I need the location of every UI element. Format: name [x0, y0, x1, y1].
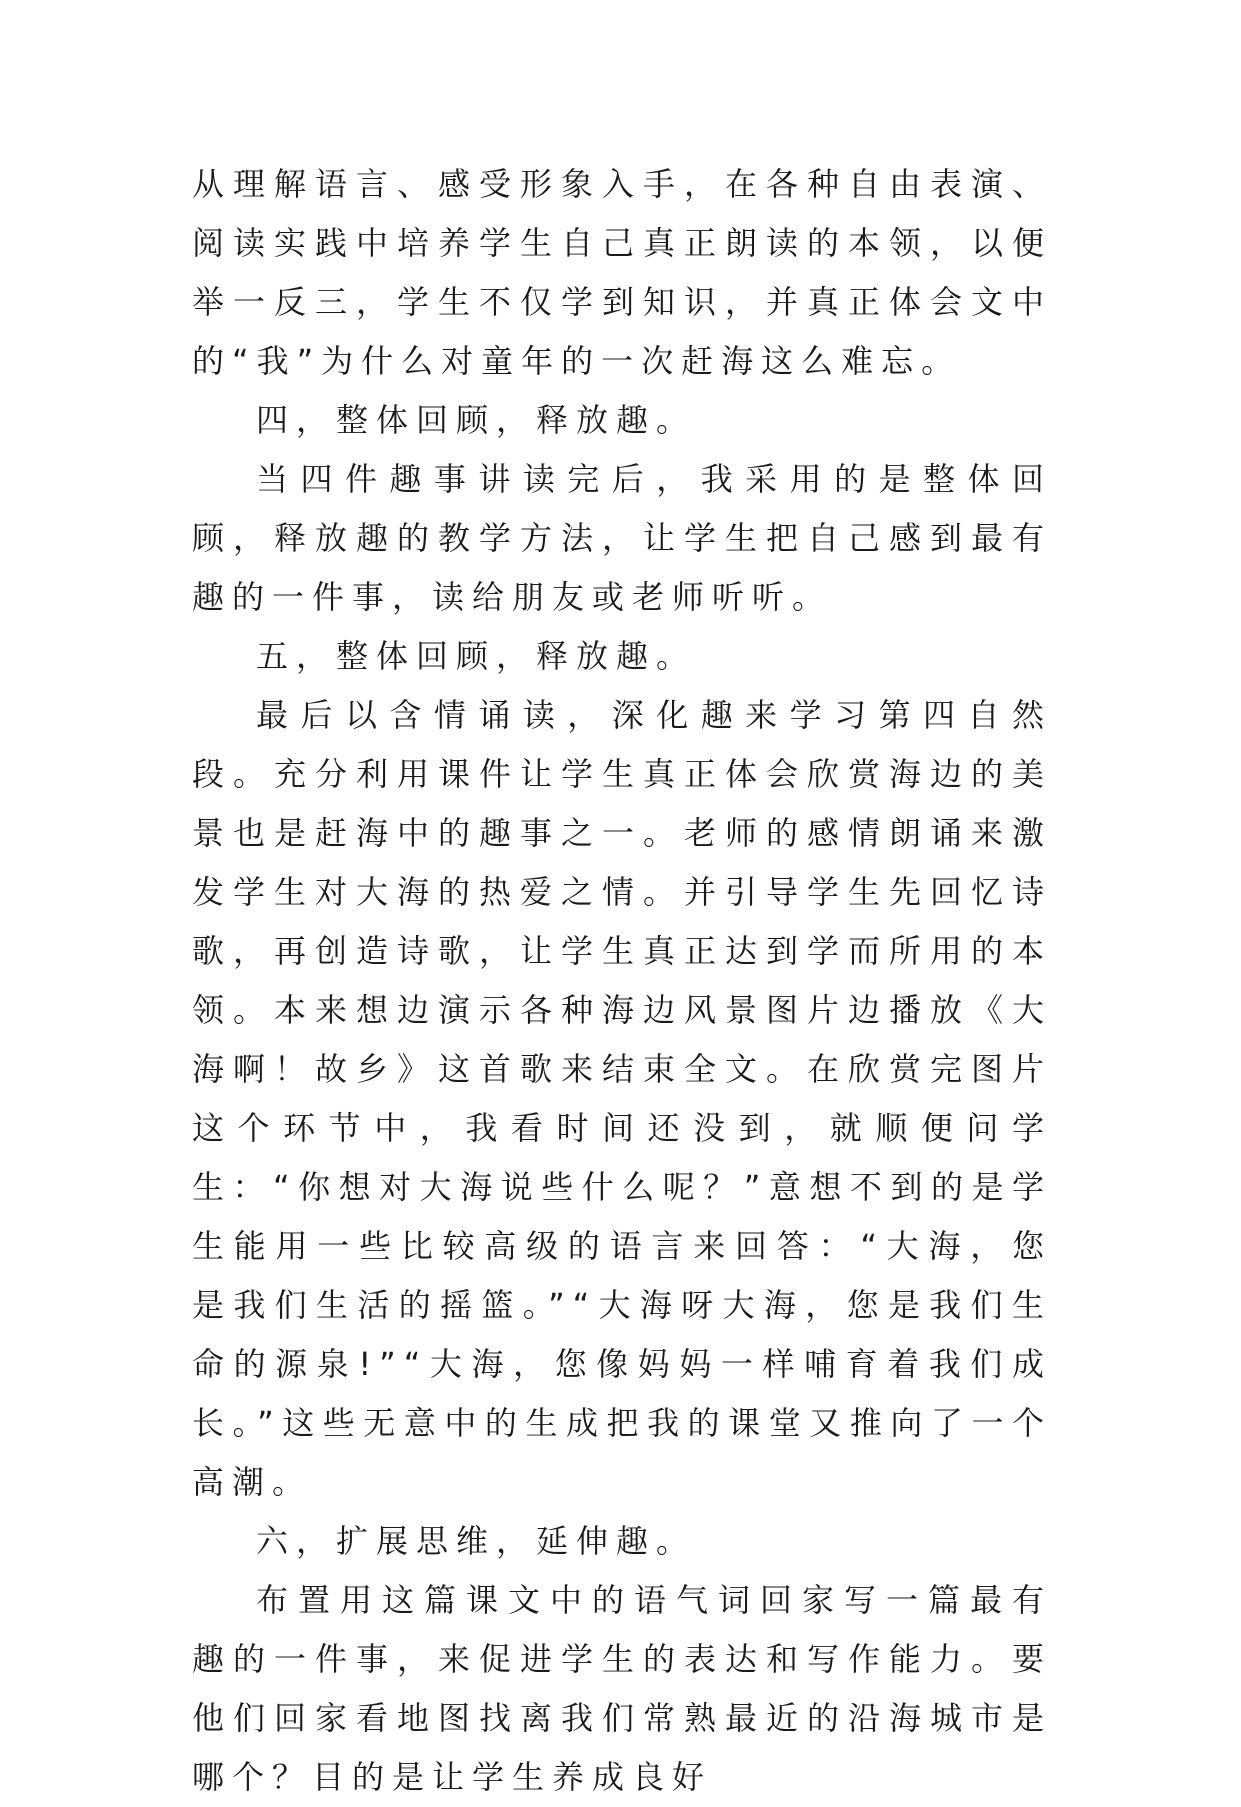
paragraph-3: 当四件趣事讲读完后，我采用的是整体回顾，释放趣的教学方法，让学生把自己感到最有趣的一件事，读给朋友或老师听听。 [192, 460, 1052, 616]
section-heading-5: 五，整体回顾，释放趣。 [256, 637, 697, 675]
section-heading-6: 六，扩展思维，延伸趣。 [256, 1522, 697, 1560]
paragraph-1: 从理解语言、感受形象入手，在各种自由表演、阅读实践中培养学生自己真正朗读的本领，以便举一反三，学生不仅学到知识，并真正体会文中的“我”为什么对童年的一次赶海这么难忘。 [192, 165, 1052, 380]
section-heading-4: 四，整体回顾，释放趣。 [256, 401, 697, 439]
document-body [192, 155, 1052, 1807]
paragraph-7: 布置用这篇课文中的语气词回家写一篇最有趣的一件事，来促进学生的表达和写作能力。要他们回家看地图找离我们常熟最近的沿海城市是哪个？目的是让学生养成良好 [192, 1581, 1052, 1796]
paragraph-5: 最后以含情诵读，深化趣来学习第四自然段。充分利用课件让学生真正体会欣赏海边的美景也是赶海中的趣事之一。老师的感情朗诵来激发学生对大海的热爱之情。并引导学生先回忆诗歌，再创造诗歌，让学生真正达到学而所用的本领。本来想边演示各种海边风景图片边播放《大海啊！故乡》这首歌来结束全文。在欣赏完图片这个环节中，我看时间还没到，就顺便问学生：“你想对大海说些什么呢？”意想不到的是学生能用一些比较高级的语言来回答：“大海，您是我们生活的摇篮。”“大海呀大海，您是我们生命的源泉!”“大海，您像妈妈一样哺育着我们成长。”这些无意中的生成把我的课堂又推向了一个高潮。 [192, 696, 1052, 1501]
